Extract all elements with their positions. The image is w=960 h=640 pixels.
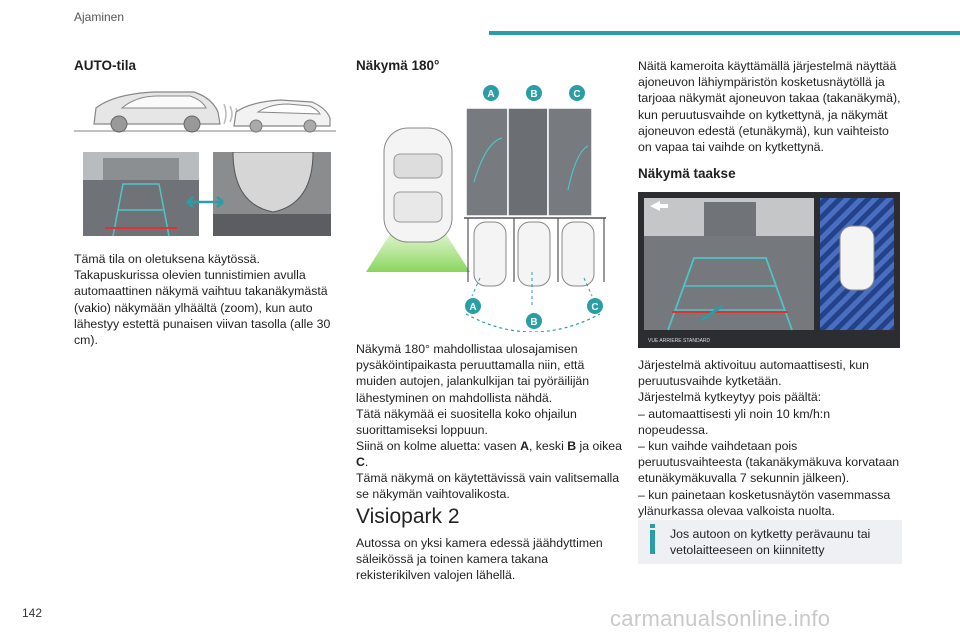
rear-view-screen [638, 192, 900, 348]
info-note-text: Jos autoon on kytketty perävaunu tai vetolaitteeseen on kiinnitetty [670, 527, 871, 557]
auto-mode-description: Tämä tila on oletuksena käytössä. Takapuskurissa olevien tunnistimien avulla automaattinen näkymä vaihtuu takanäkymästä (vakio) näkymään ylhäältä (zoom), kun auto lähestyy estettä punaisen viivan tasolla (alle 30 cm). [74, 252, 331, 348]
view-180-areas: Siinä on kolme aluetta: vasen A, keski B ja oikea C. [356, 439, 622, 470]
marker-a-bottom-label: A [469, 302, 477, 313]
auto-mode-camera-views [83, 152, 331, 236]
visiopark-heading: Visiopark 2 [356, 505, 460, 528]
marker-b-label: B [530, 89, 538, 100]
cameras-intro: Näitä kameroita käyttämällä järjestelmä näyttää ajoneuvon lähiympäristön kosketusnäytöllä ja tarjoaa näkymät ajoneuvon takaa (takanäkymä), kun peruutusvaihde on kytkettynä, ja näkymät ajoneuvon edestä (etunäkymä), kun vaihteisto on vapaa tai vaihde on kytkettynä. [638, 59, 901, 155]
running-header: Ajaminen [74, 10, 125, 24]
auto-mode-heading: AUTO-tila [74, 58, 137, 73]
view-180-illustration [356, 82, 616, 332]
view-180-top-markers [482, 84, 588, 102]
watermark: carmanualsonline.info [610, 606, 831, 631]
view-180-heading: Näkymä 180° [356, 58, 440, 73]
visiopark-description: Autossa on yksi kamera edessä jäähdyttimen säleikössä ja toinen kamera takana rekisterikilven valojen lähellä. [356, 536, 603, 583]
marker-c-label: C [573, 89, 581, 100]
marker-c-bottom-label: C [591, 302, 599, 313]
page-number: 142 [22, 606, 43, 620]
view-180-bottom-markers [462, 296, 606, 332]
header-accent-bar [489, 31, 960, 35]
screen-mode-label: VUE ARRIERE STANDARD [648, 338, 711, 344]
view-180-availability: Tämä näkymä on käytettävissä vain valitsemalla se näkymän vaihtovalikosta. [356, 471, 620, 502]
rear-view-description: Järjestelmä aktivoituu automaattisesti, kun peruutusvaihde kytketään. Järjestelmä kytkeytyy pois päältä: – automaattisesti yli noin 10 km/h:n nopeudessa. – kun vaihde vaihdetaan pois peruutusvaihteesta (takanäkymäkuva korvataan etunäkymäkuvalla 7 sekunnin jälkeen). – kun painetaan kosketusnäytön vasemmassa ylänurkassa olevaa valkoista nuolta. [638, 358, 900, 518]
rear-view-heading: Näkymä taakse [638, 166, 736, 181]
marker-a-label: A [487, 89, 495, 100]
info-note [638, 520, 902, 564]
auto-mode-cars-illustration [74, 84, 336, 136]
info-icon [650, 530, 655, 554]
view-180-description: Näkymä 180° mahdollistaa ulosajamisen pysäköintipaikasta peruuttamalla niin, että muiden autojen, jalankulkijan tai pyöräilijän lähestyminen on mahdollista nähdä. Tätä näkymää ei suositella koko ohjailun suorittamiseksi loppuun. [356, 342, 590, 438]
marker-b-bottom-label: B [530, 317, 538, 328]
